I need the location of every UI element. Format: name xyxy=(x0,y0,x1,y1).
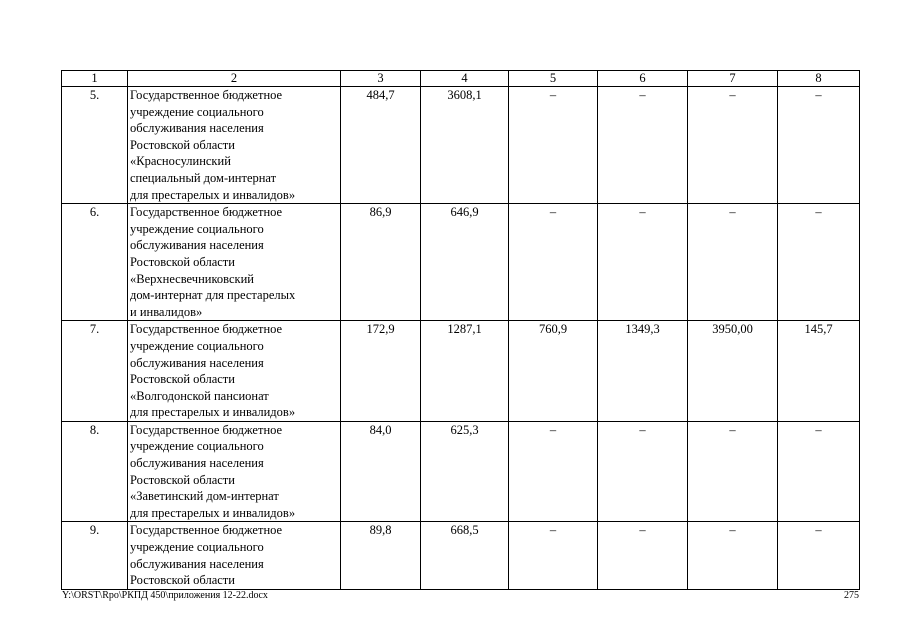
column-header: 4 xyxy=(421,71,509,87)
column-header: 1 xyxy=(62,71,128,87)
cell-col4: 3608,1 xyxy=(421,87,509,204)
cell-col7: – xyxy=(688,421,778,522)
cell-col5: – xyxy=(509,87,598,204)
institution-name: Государственное бюджетное учреждение социального обслуживания населения Ростовской области «Верхнесвечниковский дом-интернат для престарелых и инвалидов» xyxy=(128,204,341,321)
column-header: 2 xyxy=(128,71,341,87)
cell-col6: – xyxy=(598,522,688,589)
row-number: 7. xyxy=(62,321,128,422)
row-number: 5. xyxy=(62,87,128,204)
data-table xyxy=(61,70,860,590)
institution-name: Государственное бюджетное учреждение социального обслуживания населения Ростовской области xyxy=(128,522,341,589)
cell-col8: – xyxy=(778,421,860,522)
cell-col4: 668,5 xyxy=(421,522,509,589)
cell-col8: – xyxy=(778,522,860,589)
table-row xyxy=(62,87,860,204)
cell-col5: – xyxy=(509,421,598,522)
file-path-footer: Y:\ORST\Rpo\РКПД 450\приложения 12-22.docx xyxy=(62,590,268,601)
cell-col3: 86,9 xyxy=(341,204,421,321)
table-row xyxy=(62,321,860,422)
cell-col8: – xyxy=(778,204,860,321)
row-number: 9. xyxy=(62,522,128,589)
column-header: 7 xyxy=(688,71,778,87)
cell-col3: 89,8 xyxy=(341,522,421,589)
row-number: 8. xyxy=(62,421,128,522)
cell-col6: – xyxy=(598,87,688,204)
cell-col5: – xyxy=(509,522,598,589)
table-row xyxy=(62,204,860,321)
row-number: 6. xyxy=(62,204,128,321)
cell-col4: 625,3 xyxy=(421,421,509,522)
institution-name: Государственное бюджетное учреждение социального обслуживания населения Ростовской области «Заветинский дом-интернат для престарелых и инвалидов» xyxy=(128,421,341,522)
cell-col6: – xyxy=(598,204,688,321)
column-header: 8 xyxy=(778,71,860,87)
cell-col6: 1349,3 xyxy=(598,321,688,422)
column-header: 6 xyxy=(598,71,688,87)
cell-col4: 646,9 xyxy=(421,204,509,321)
table-row xyxy=(62,421,860,522)
column-header: 3 xyxy=(341,71,421,87)
cell-col5: 760,9 xyxy=(509,321,598,422)
page-number: 275 xyxy=(844,590,859,601)
cell-col7: 3950,00 xyxy=(688,321,778,422)
table-row xyxy=(62,522,860,589)
cell-col7: – xyxy=(688,204,778,321)
cell-col8: 145,7 xyxy=(778,321,860,422)
cell-col5: – xyxy=(509,204,598,321)
cell-col4: 1287,1 xyxy=(421,321,509,422)
column-header: 5 xyxy=(509,71,598,87)
cell-col3: 84,0 xyxy=(341,421,421,522)
cell-col3: 484,7 xyxy=(341,87,421,204)
cell-col6: – xyxy=(598,421,688,522)
cell-col3: 172,9 xyxy=(341,321,421,422)
institution-name: Государственное бюджетное учреждение социального обслуживания населения Ростовской области «Волгодонской пансионат для престарелых и инвалидов» xyxy=(128,321,341,422)
cell-col7: – xyxy=(688,87,778,204)
institution-name: Государственное бюджетное учреждение социального обслуживания населения Ростовской области «Красносулинский специальный дом-интернат для престарелых и инвалидов» xyxy=(128,87,341,204)
cell-col8: – xyxy=(778,87,860,204)
cell-col7: – xyxy=(688,522,778,589)
header-row xyxy=(62,71,860,87)
